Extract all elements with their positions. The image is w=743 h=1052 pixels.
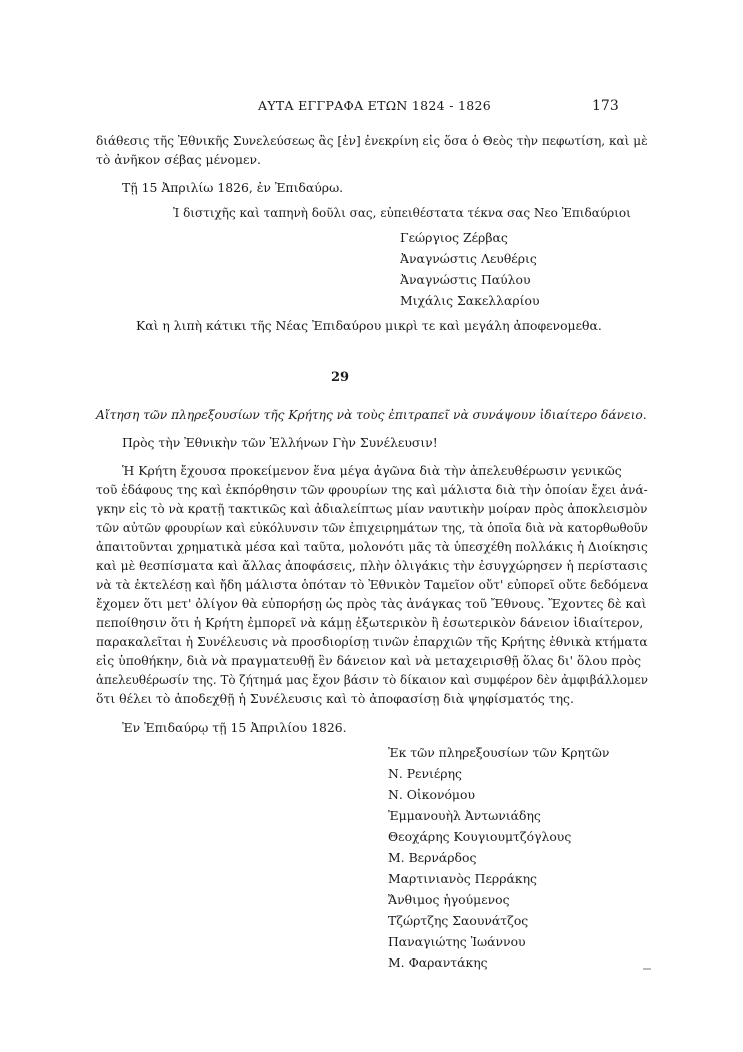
body-line: Ἡ Κρήτη ἔχουσα προκείμενον ἕνα μέγα ἀγῶνα διὰ τὴν ἀπελευθέρωσιν γενικῶς	[122, 463, 622, 478]
body-line: ὅτι θέλει τὸ ἀποδεχθῇ ἡ Συνέλευσις καὶ τὸ ἀποφασίσῃ διὰ ψηφίσματός της.	[96, 691, 574, 706]
running-title: ΑΥΤΑ ΕΓΓΡΑΦΑ ΕΤΩΝ 1824 - 1826	[258, 98, 492, 113]
signatory: Ν. Οἰκονόμου	[388, 787, 475, 802]
signatory: Μιχάλις Σακελλαρίου	[400, 293, 540, 308]
body-line: καὶ μὲ θεσπίσματα καὶ ἄλλας ἀποφάσεις, πλὴν ὀλιγάκις τὴν ἐσυγχώρησεν ἡ περίστασις	[96, 558, 648, 573]
body-line: ἀπαιτοῦνται χρηματικὰ μέσα καὶ ταῦτα, μολονότι μᾶς τὰ ὑπεσχέθη πολλάκις ἡ Διοίκησις	[96, 539, 648, 554]
body-line: νὰ τὰ ἐκτελέσῃ καὶ ἤδη μάλιστα ὁπόταν τὸ Ἐθνικὸν Ταμεῖον οὔτ' εὐπορεῖ οὔτε δεδόμενα	[96, 577, 649, 592]
address-line: Πρὸς τὴν Ἐθνικὴν τῶν Ἑλλήνων Γὴν Συνέλευσιν!	[122, 435, 438, 450]
signatory: Ν. Ρενιέρης	[388, 766, 462, 781]
running-header	[0, 98, 743, 118]
signatory: Τζώρτζης Σαουνάτζος	[388, 913, 529, 928]
signatory: Γεώργιος Ζέρβας	[400, 230, 508, 245]
signatory: Ἄνθιμος ἡγούμενος	[388, 892, 510, 907]
page-number: 173	[592, 98, 619, 114]
continuation-line: διάθεσις τῆς Ἐθνικῆς Συνελεύσεως ἂς [ἐν] ἐνεκρίνη εἰς ὅσα ὁ Θεὸς τὴν πεφωτίση, καὶ μὲ	[96, 133, 648, 148]
body-line: ἀπελευθέρωσίν της. Τὸ ζήτημά μας ἔχον βάσιν τὸ δίκαιον καὶ συμφέρον δὲν ἀμφιβάλλομεν	[96, 672, 648, 687]
signatory: Παναγιώτης Ἰωάννου	[388, 934, 526, 949]
signatory: Ἀναγνώστις Παύλου	[400, 272, 531, 287]
body-line: τῶν αὐτῶν φρουρίων καὶ εὐκόλυνσιν τῶν ἐπιχειρημάτων της, τὰ ὁποῖα διὰ νὰ κατορθωθοῦν	[96, 520, 648, 535]
closing-formula: Ἰ διστιχῆς καὶ ταπηνὴ δοῦλι σας, εὐπειθέστατα τέκνα σας Νεο Ἐπιδαύριοι	[173, 206, 631, 220]
letter-date: Τῇ 15 Ἀπριλίω 1826, ἐν Ἐπιδαύρω.	[122, 180, 344, 195]
signatory: Ἐμμανουὴλ Ἀντωνιάδης	[388, 808, 541, 823]
signatory: Μαρτινιανὸς Περράκης	[388, 871, 537, 886]
signatory: Μ. Βερνάρδος	[388, 850, 477, 865]
signatory: Θεοχάρης Κουγιουμτζόγλους	[388, 829, 572, 844]
body-line: ἔχομεν ὅτι μετ' ὀλίγον θὰ εὐπορήσῃ ὡς πρὸς τὰς ἀνάγκας τοῦ Ἔθνους. Ἔχοντες δὲ καὶ	[96, 596, 647, 611]
petition-date: Ἐν Ἐπιδαύρῳ τῇ 15 Ἀπριλίου 1826.	[122, 720, 347, 735]
body-line: τοῦ ἐδάφους της καὶ ἐκπόρθησιν τῶν φρουρίων της καὶ μάλιστα διὰ τὴν ὁποίαν ἔχει ἀνά-	[96, 482, 648, 497]
body-line: γκην εἰς τὸ νὰ κρατῇ τακτικῶς καὶ ἀδιαλείπτως μίαν ναυτικὴν μοίραν πρὸς ἀποκλεισμὸν	[96, 501, 648, 516]
body-line: πεποίθησιν ὅτι ἡ Κρήτη ἐμπορεῖ νὰ κάμῃ ἐξωτερικὸν ἢ ἐσωτερικὸν δάνειον ἰδιαίτερον,	[96, 615, 644, 630]
continuation-line: τὸ ἀνῆκον σέβας μένομεν.	[96, 152, 261, 167]
body-line: εἰς ὑποθήκην, διὰ νὰ πραγματευθῇ ἓν δάνειον καὶ νὰ μεταχειρισθῇ ὅλας δι' ὅλου πρὸς	[96, 653, 642, 668]
document-title: Αἴτηση τῶν πληρεξουσίων τῆς Κρήτης νὰ τοὺς ἐπιτραπεῖ νὰ συνάψουν ἰδιαίτερο δάνειο.	[96, 408, 647, 422]
signatory-heading: Ἐκ τῶν πληρεξουσίων τῶν Κρητῶν	[388, 745, 610, 760]
scan-speck	[643, 968, 651, 970]
document-number: 29	[331, 370, 350, 385]
postscript: Καὶ η λιπὴ κάτικι τῆς Νέας Ἐπιδαύρου μικρὶ τε καὶ μεγάλη ἀποφενομεθα.	[136, 318, 602, 333]
signatory: Μ. Φαραντάκης	[388, 955, 488, 970]
body-line: παρακαλεῖται ἡ Συνέλευσις νὰ προσδιορίσῃ τινῶν ἐπαρχιῶν τῆς Κρήτης ἐθνικὰ κτήματα	[96, 634, 648, 649]
signatory: Ἀναγνώστις Λευθέρις	[400, 251, 537, 266]
